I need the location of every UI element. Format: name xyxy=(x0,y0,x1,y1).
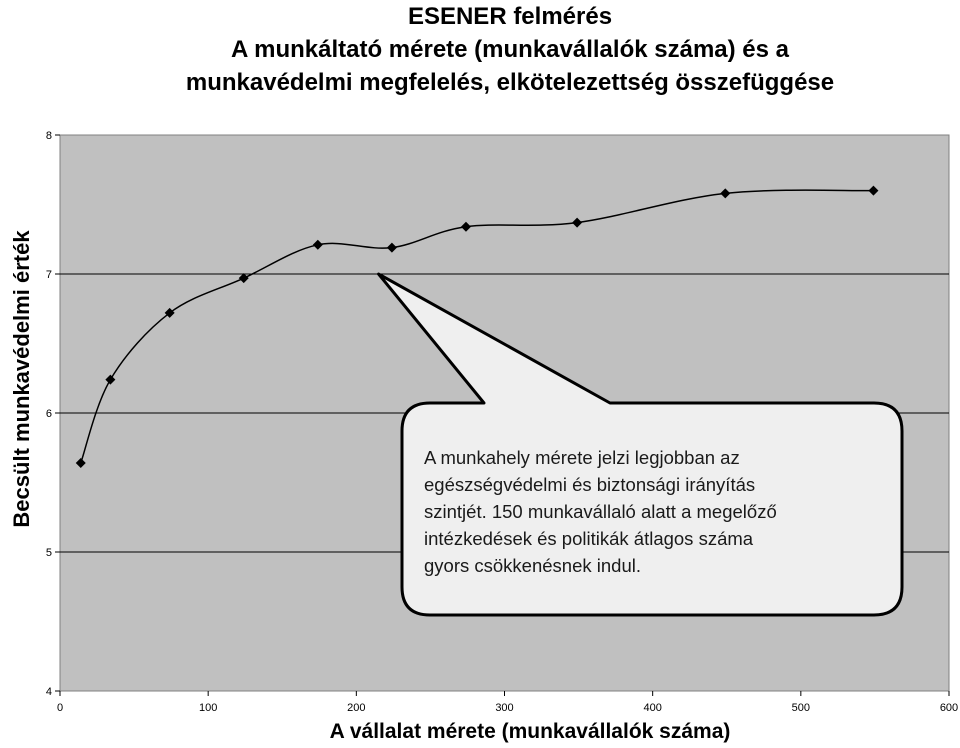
y-tick-label-1: 5 xyxy=(45,547,52,559)
chart-title-line-2: A munkáltató mérete (munkavállalók száma) és a xyxy=(231,36,789,63)
annotation-line-4: intézkedések és politikák átlagos száma xyxy=(424,528,754,549)
annotation-line-2: egészségvédelmi és biztonsági irányítás xyxy=(424,474,756,495)
y-tick-label-0: 4 xyxy=(45,686,52,698)
x-tick-label-2: 200 xyxy=(347,702,366,714)
x-tick-label-1: 100 xyxy=(198,702,218,714)
annotation-text xyxy=(424,444,894,579)
chart-title-line-3: munkavédelmi megfelelés, elkötelezettség összefüggése xyxy=(185,69,835,96)
y-tick-label-2: 6 xyxy=(45,408,52,420)
y-tick-label-4: 8 xyxy=(45,130,52,142)
x-tick-label-5: 500 xyxy=(791,702,811,714)
x-tick-label-4: 400 xyxy=(643,702,662,714)
y-tick-label-3: 7 xyxy=(45,269,52,281)
x-tick-label-0: 0 xyxy=(56,702,64,714)
annotation-line-5: gyors csökkenésnek indul. xyxy=(424,555,641,576)
annotation-line-3: szintjét. 150 munkavállaló alatt a megelőző xyxy=(424,501,777,522)
chart-title-line-1: ESENER felmérés xyxy=(407,3,613,30)
x-axis-label: A vállalat mérete (munkavállalók száma) xyxy=(329,720,731,743)
x-tick-label-3: 300 xyxy=(495,702,514,714)
annotation-line-1: A munkahely mérete jelzi legjobban az xyxy=(424,447,740,468)
y-axis-label: Becsült munkavédelmi érték xyxy=(9,230,34,528)
x-tick-label-6: 600 xyxy=(939,702,959,714)
